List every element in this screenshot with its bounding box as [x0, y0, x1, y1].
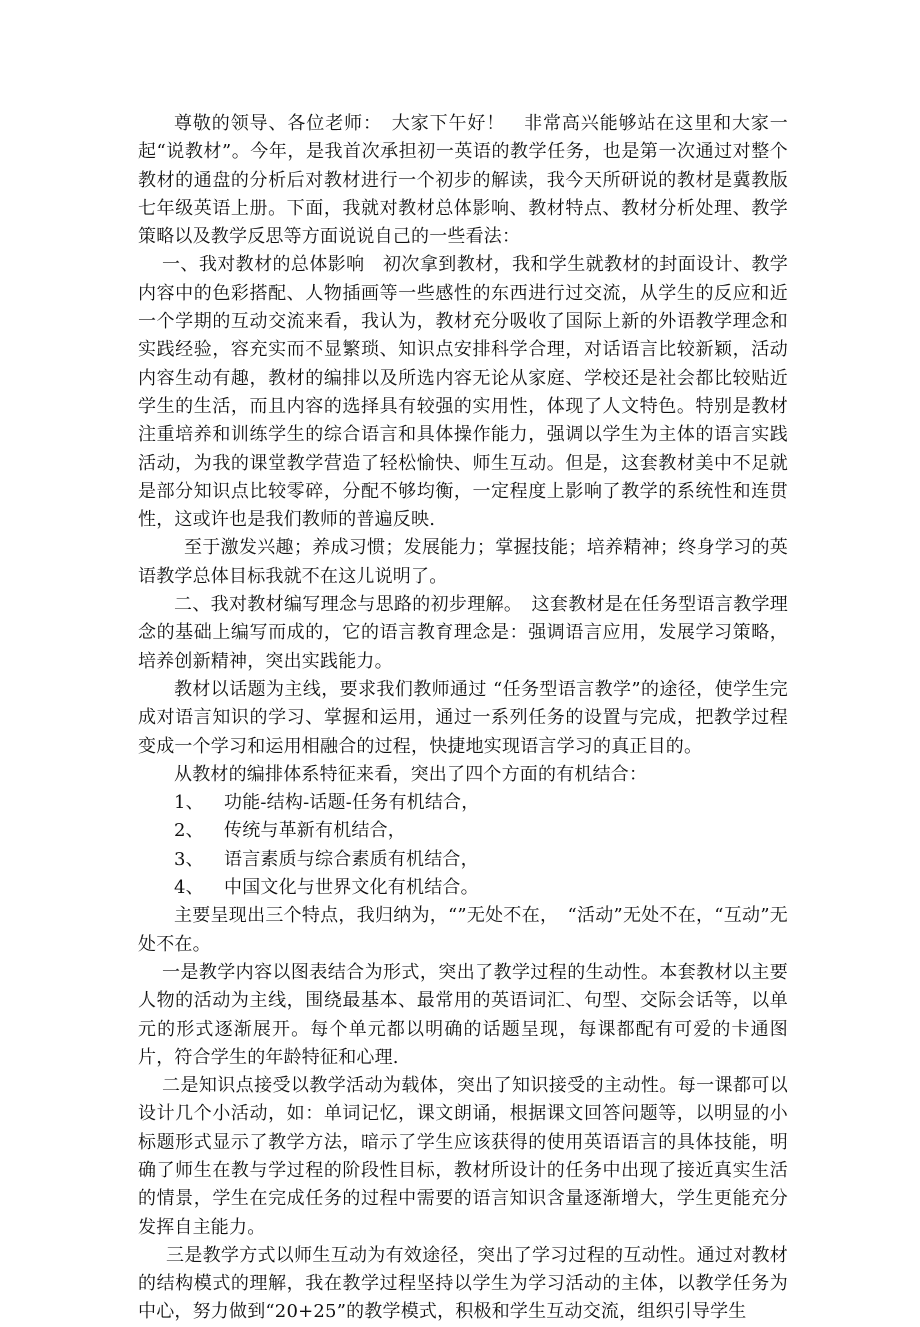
- list-item: [138, 817, 788, 845]
- list-item-text: 传统与革新有机结合，: [224, 820, 406, 842]
- paragraph-feature-three: 三是教学方式以师生互动为有效途径，突出了学习过程的互动性。通过对教材的结构模式的理解，我在教学过程坚持以学生为学习活动的主体，以教学任务为中心，努力做到“20+25”的教学模式，积极和学生互动交流，组织引导学生: [138, 1244, 788, 1323]
- list-item-text: 语言素质与综合素质有机结合，: [224, 848, 479, 870]
- paragraph-arrangement-features: 从教材的编排体系特征来看，突出了四个方面的有机结合：: [174, 763, 648, 785]
- list-item-number: 4、: [174, 877, 204, 899]
- paragraph-feature-one: 一是教学内容以图表结合为形式，突出了教学过程的生动性。本套教材以主要人物的活动为主线，围绕最基本、最常用的英语词汇、句型、交际会话等，以单元的形式逐渐展开。每个单元都以明确的话题呈现，每课都配有可爱的卡通图片，符合学生的年龄特征和心理.: [138, 961, 788, 1068]
- list-item-number: 3、: [174, 848, 204, 870]
- list-item-text: 中国文化与世界文化有机结合。: [224, 877, 479, 899]
- list-item: [138, 846, 788, 874]
- paragraph-greeting: 尊敬的领导、各位老师： 大家下午好！ 非常高兴能够站在这里和大家一起“说教材”。今年，是我首次承担初一英语的教学任务，也是第一次通过对整个教材的通盘的分析后对教材进行一个初步的解读，我今天所研说的教材是冀教版七年级英语上册。下面，我就对教材总体影响、教材特点、教材分析处理、教学策略以及教学反思等方面说说自己的一些看法：: [138, 113, 788, 248]
- paragraph-compilation-concept: 二、我对教材编写理念与思路的初步理解。 这套教材是在任务型语言教学理念的基础上编写而成的，它的语言教育理念是：强调语言应用，发展学习策略，培养创新精神，突出实践能力。: [138, 594, 788, 672]
- list-item-number: 2、: [174, 820, 204, 842]
- list-item-text: 功能-结构-话题-任务有机结合，: [224, 792, 480, 814]
- paragraph-teaching-goals: 至于激发兴趣；养成习惯；发展能力；掌握技能；培养精神；终身学习的英语教学总体目标我就不在这儿说明了。: [138, 537, 788, 587]
- paragraph-feature-two: 二是知识点接受以教学活动为载体，突出了知识接受的主动性。每一课都可以设计几个小活动，如：单词记忆，课文朗诵，根据课文回答问题等，以明显的小标题形式显示了教学方法，暗示了学生应该获得的使用英语语言的具体技能，明确了师生在教与学过程的阶段性目标，教材所设计的任务中出现了接近真实生活的情景，学生在完成任务的过程中需要的语言知识含量逐渐增大，学生更能充分发挥自主能力。: [138, 1075, 788, 1238]
- paragraph-three-features: 主要呈现出三个特点，我归纳为，“”无处不在， “活动”无处不在，“互动”无处不在。: [138, 905, 788, 955]
- paragraph-topic-mainline: 教材以话题为主线，要求我们教师通过 “任务型语言教学”的途径，使学生完成对语言知识的学习、掌握和运用，通过一系列任务的设置与完成，把教学过程变成一个学习和运用相融合的过程，快捷地实现语言学习的真正目的。: [138, 678, 788, 757]
- list-item: [138, 789, 788, 817]
- document-body: [138, 110, 788, 1327]
- paragraph-overall-impression: 一、我对教材的总体影响 初次拿到教材，我和学生就教材的封面设计、教学内容中的色彩搭配、人物插画等一些感性的东西进行过交流，从学生的反应和近一个学期的互动交流来看，我认为，教材充分吸收了国际上新的外语教学理念和实践经验，容充实而不显繁琐、知识点安排科学合理，对话语言比较新颖，活动内容生动有趣，教材的编排以及所选内容无论从家庭、学校还是社会都比较贴近学生的生活，而且内容的选择具有较强的实用性，体现了人文特色。特别是教材注重培养和训练学生的综合语言和具体操作能力，强调以学生为主体的语言实践活动，为我的课堂教学营造了轻松愉快、师生互动。但是，这套教材美中不足就是部分知识点比较零碎，分配不够均衡，一定程度上影响了教学的系统性和连贯性，这或许也是我们教师的普遍反映.: [138, 254, 788, 531]
- list-item: [138, 874, 788, 902]
- list-item-number: 1、: [174, 792, 204, 814]
